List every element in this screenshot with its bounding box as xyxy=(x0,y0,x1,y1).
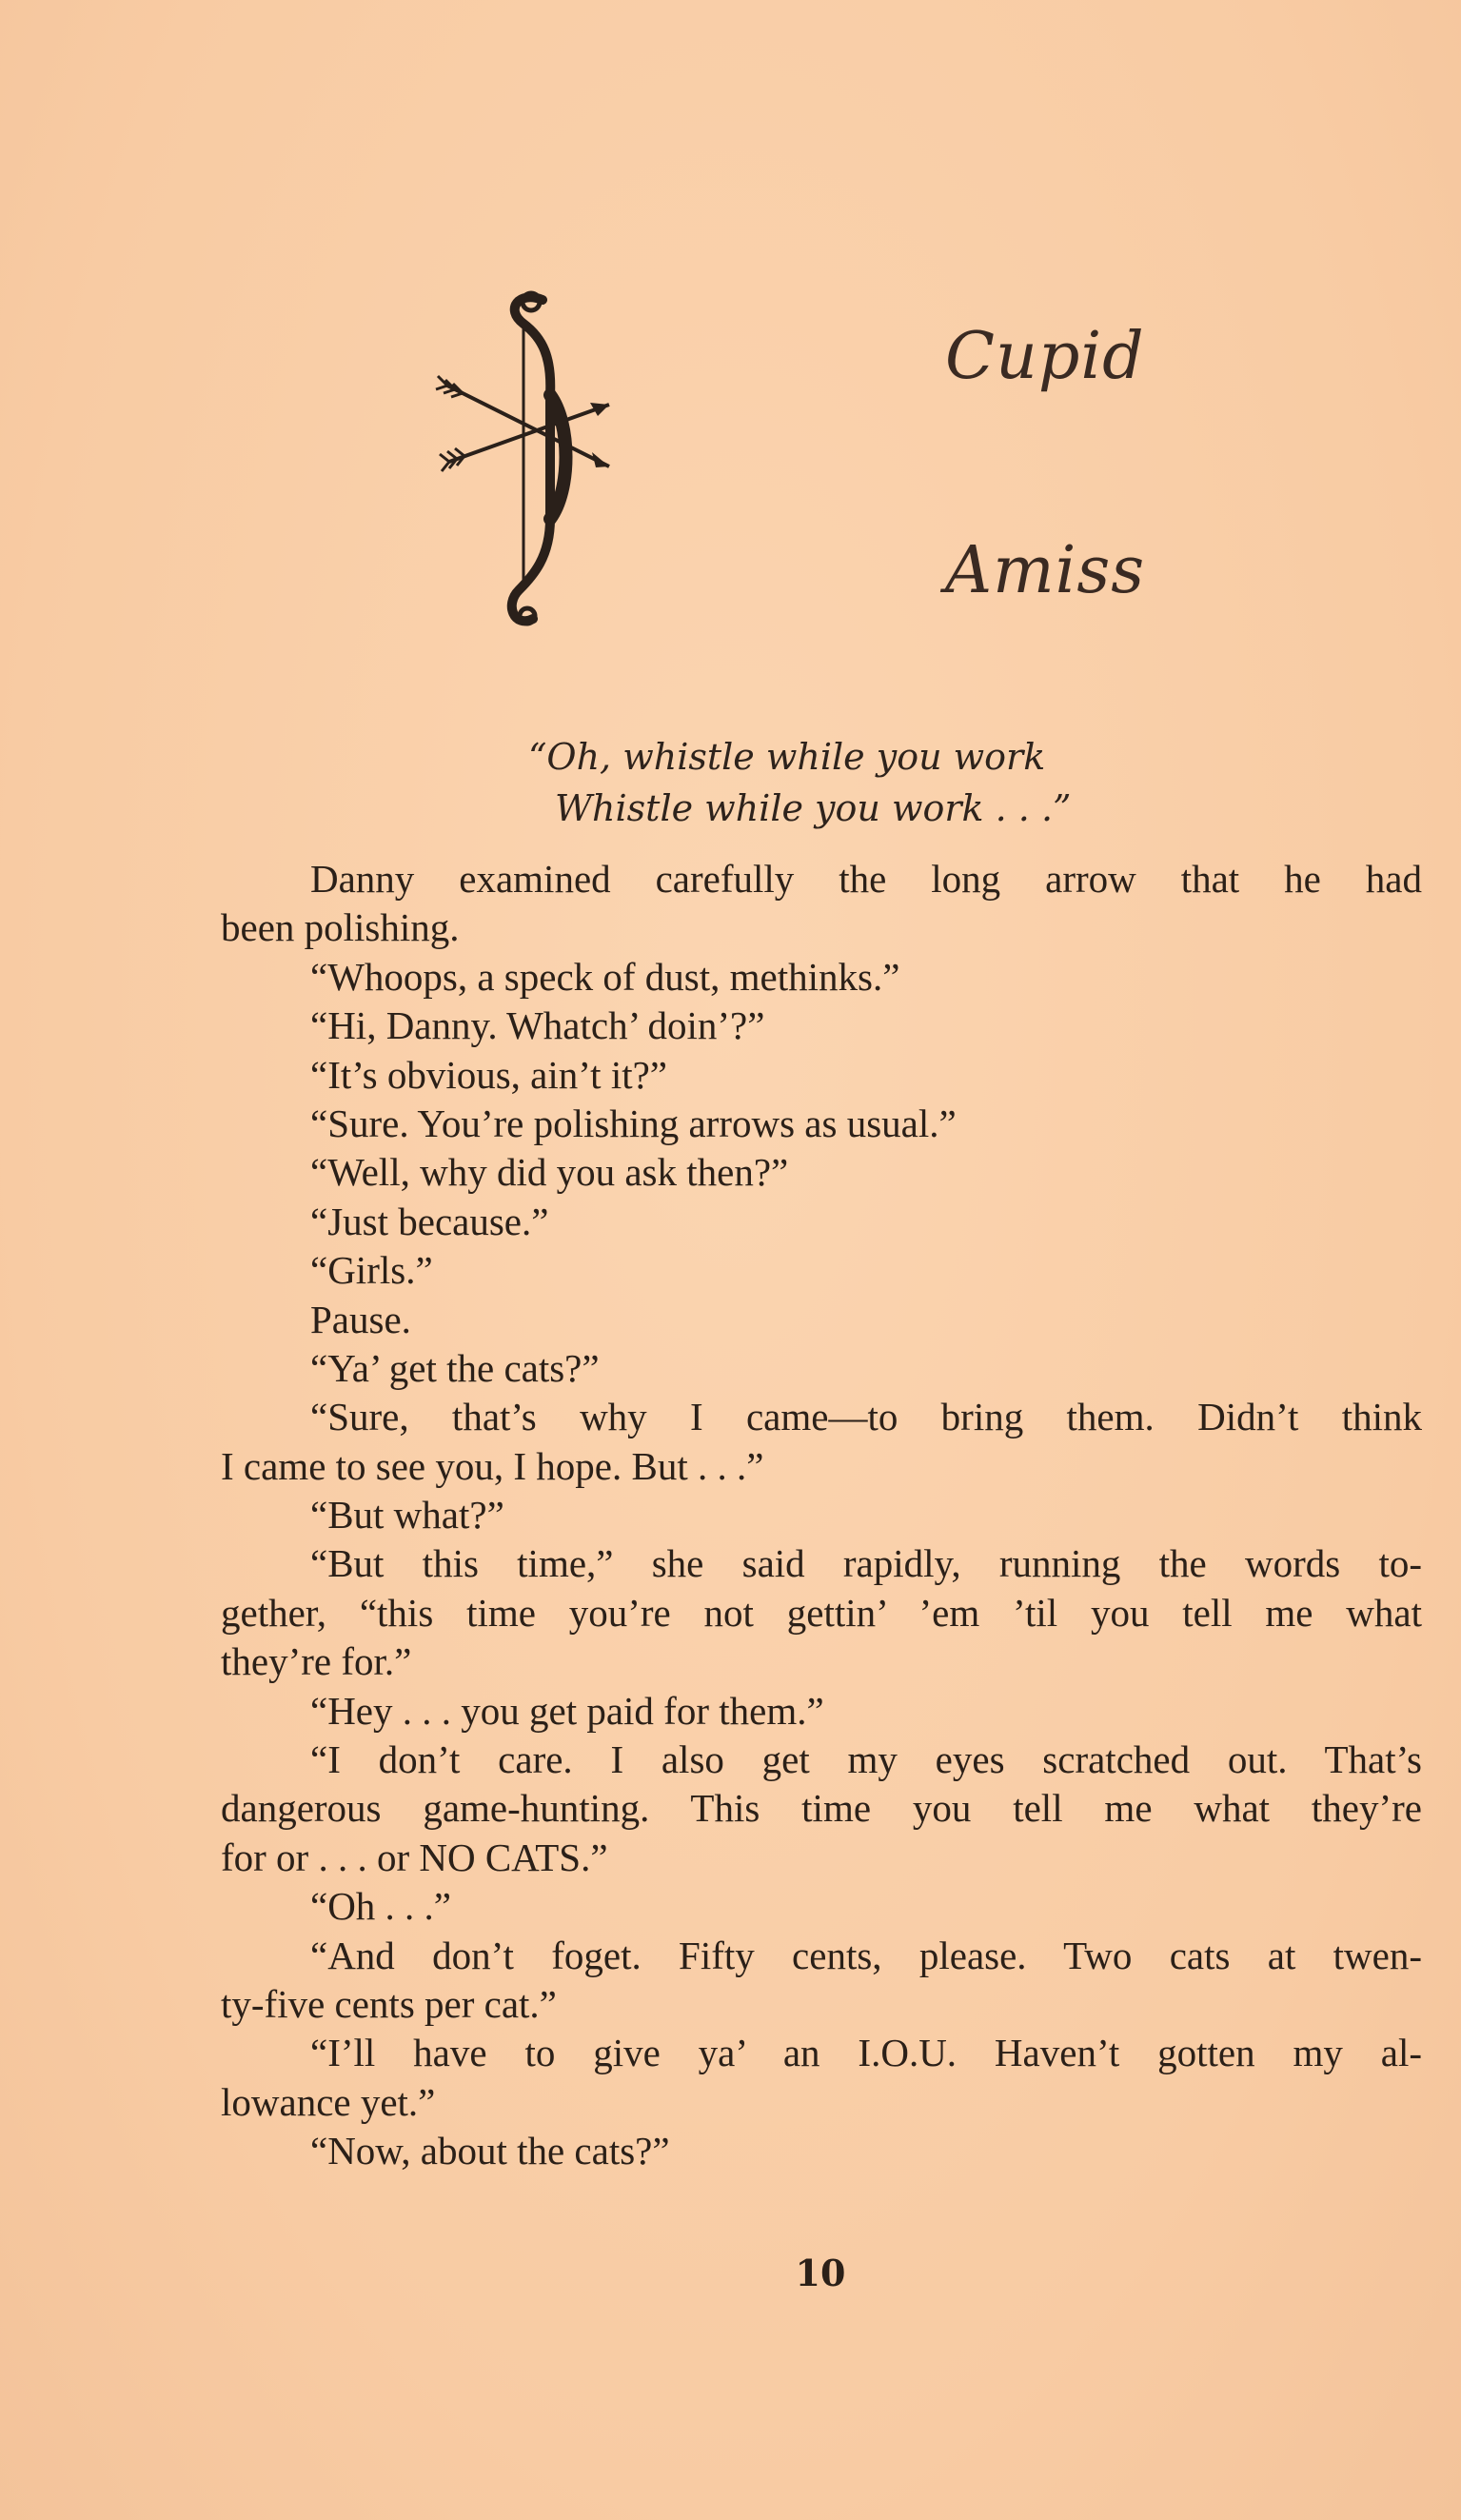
text-line: for or . . . or NO CATS.” xyxy=(221,1835,608,1879)
text-line: “I don’t care. I also get my eyes scratched out. That’s xyxy=(310,1737,1422,1782)
text-line: ty-five cents per cat.” xyxy=(221,1981,557,2026)
body-text xyxy=(221,855,1422,2176)
text-line: I came to see you, I hope. But . . .” xyxy=(221,1443,764,1488)
text-line: “Hi, Danny. Whatch’ doin’?” xyxy=(310,1003,765,1048)
text-line: gether, “this time you’re not gettin’ ’em ’til you tell me what xyxy=(221,1590,1422,1635)
text-line: “Oh . . .” xyxy=(310,1884,452,1929)
text-line: Danny examined carefully the long arrow that he had xyxy=(310,857,1422,901)
text-line: “Sure, that’s why I came—to bring them. Didn’t think xyxy=(310,1395,1422,1439)
chapter-title-line-2: Amiss xyxy=(945,533,1146,608)
text-line: lowance yet.” xyxy=(221,2079,436,2124)
text-line: been polishing. xyxy=(221,905,460,950)
epigraph-line-2: Whistle while you work . . .” xyxy=(555,787,1072,829)
text-line: “It’s obvious, ain’t it?” xyxy=(310,1052,668,1097)
chapter-title-line-1: Cupid xyxy=(945,319,1145,394)
text-line: dangerous game-hunting. This time you tell me what they’re xyxy=(221,1786,1422,1831)
text-line: “Whoops, a speck of dust, methinks.” xyxy=(310,954,900,999)
text-line: they’re for.” xyxy=(221,1639,412,1684)
text-line: “Girls.” xyxy=(310,1248,433,1293)
text-line: Pause. xyxy=(310,1297,411,1341)
text-line: “I’ll have to give ya’ an I.O.U. Haven’t gotten my al- xyxy=(310,2031,1422,2075)
text-line: “Now, about the cats?” xyxy=(310,2129,670,2173)
text-line: “Ya’ get the cats?” xyxy=(310,1345,600,1390)
text-line: “And don’t foget. Fifty cents, please. Two cats at twen- xyxy=(310,1933,1422,1977)
text-line: “But what?” xyxy=(310,1493,504,1538)
text-line: “Just because.” xyxy=(310,1199,549,1243)
text-line: “But this time,” she said rapidly, running the words to- xyxy=(310,1541,1422,1586)
text-line: “Well, why did you ask then?” xyxy=(310,1150,789,1195)
bow-and-arrows-icon xyxy=(428,271,638,633)
page-number: 10 xyxy=(795,2252,846,2294)
epigraph xyxy=(528,731,1071,834)
epigraph-line-1: “Oh, whistle while you work xyxy=(528,736,1046,778)
text-line: “Sure. You’re polishing arrows as usual.” xyxy=(310,1101,957,1145)
text-line: “Hey . . . you get paid for them.” xyxy=(310,1688,824,1733)
